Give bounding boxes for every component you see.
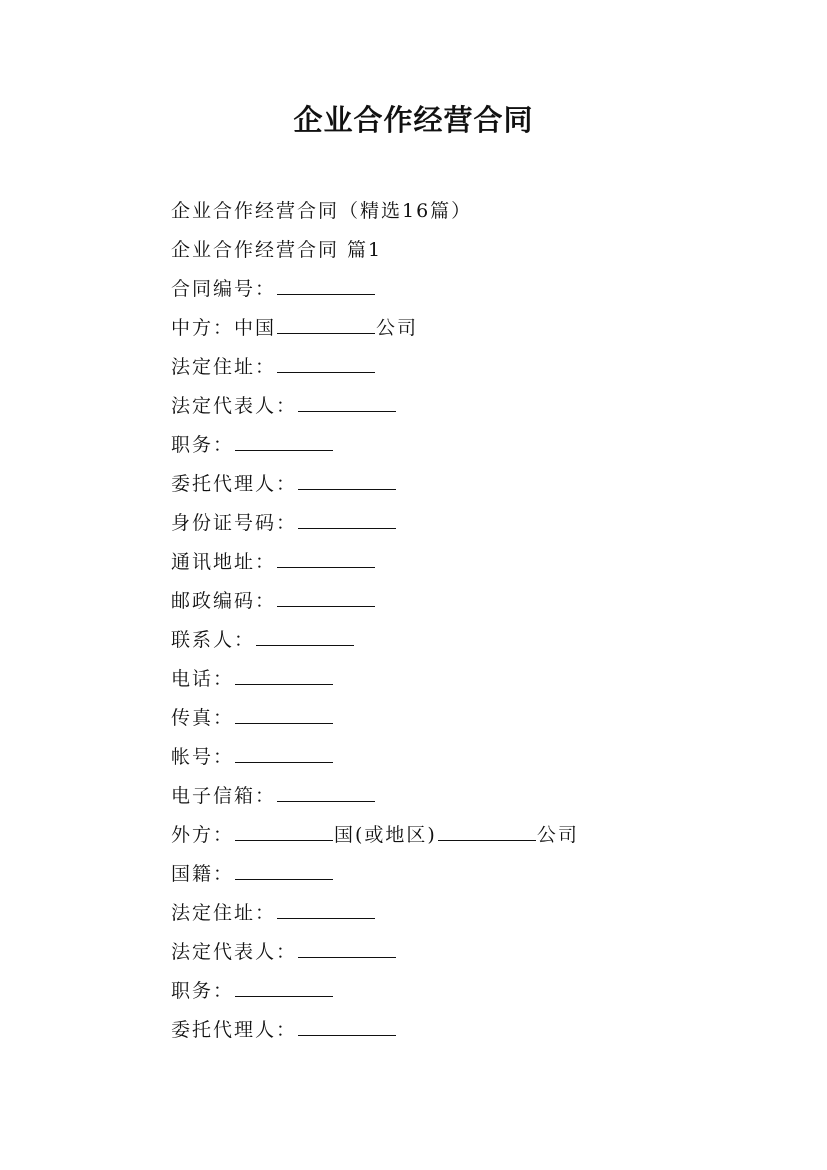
fr-legal-rep-line: [171, 933, 771, 972]
fr-agent-blank: [298, 1013, 396, 1036]
section-heading: 企业合作经营合同 篇1: [171, 239, 383, 261]
cn-legal-address-label: 法定住址：: [171, 356, 277, 378]
cn-id-number-line: [171, 504, 771, 543]
cn-email-blank: [277, 779, 375, 802]
foreign-country-blank: [235, 818, 333, 841]
chinese-party-blank: [277, 311, 375, 334]
cn-agent-blank: [298, 467, 396, 490]
foreign-company-blank: [438, 818, 536, 841]
cn-fax-label: 传真：: [171, 707, 235, 729]
cn-account-line: [171, 738, 771, 777]
fr-nationality-label: 国籍：: [171, 863, 235, 885]
fr-legal-rep-blank: [298, 935, 396, 958]
cn-legal-rep-blank: [298, 389, 396, 412]
fr-agent-line: [171, 1011, 771, 1050]
cn-agent-label: 委托代理人：: [171, 473, 298, 495]
cn-legal-rep-line: [171, 387, 771, 426]
foreign-party-label: 外方：: [171, 824, 235, 846]
fr-nationality-line: [171, 855, 771, 894]
cn-position-blank: [235, 428, 333, 451]
cn-fax-blank: [235, 701, 333, 724]
cn-postcode-blank: [277, 584, 375, 607]
foreign-party-suffix: 公司: [536, 824, 579, 846]
cn-postcode-label: 邮政编码：: [171, 590, 277, 612]
cn-id-number-blank: [298, 506, 396, 529]
cn-postcode-line: [171, 582, 771, 621]
cn-email-line: [171, 777, 771, 816]
foreign-party-mid: 国(或地区): [334, 824, 437, 846]
document-subtitle: 企业合作经营合同（精选16篇）: [171, 200, 473, 222]
cn-fax-line: [171, 699, 771, 738]
cn-agent-line: [171, 465, 771, 504]
cn-email-label: 电子信箱：: [171, 785, 277, 807]
chinese-party-line: [171, 309, 771, 348]
fr-legal-address-line: [171, 894, 771, 933]
page-title: 企业合作经营合同: [293, 103, 534, 137]
fr-agent-label: 委托代理人：: [171, 1019, 298, 1041]
fr-position-line: [171, 972, 771, 1011]
cn-contact-line: [171, 621, 771, 660]
cn-legal-address-line: [171, 348, 771, 387]
cn-mail-address-label: 通讯地址：: [171, 551, 277, 573]
chinese-party-label: 中方：中国: [171, 317, 277, 339]
cn-legal-address-blank: [277, 350, 375, 373]
cn-account-blank: [235, 740, 333, 763]
fr-legal-rep-label: 法定代表人：: [171, 941, 298, 963]
document-body: [171, 192, 771, 1050]
cn-legal-rep-label: 法定代表人：: [171, 395, 298, 417]
contract-number-blank: [277, 272, 375, 295]
fr-nationality-blank: [235, 857, 333, 880]
cn-account-label: 帐号：: [171, 746, 235, 768]
foreign-party-line: [171, 816, 771, 855]
cn-mail-address-line: [171, 543, 771, 582]
fr-legal-address-label: 法定住址：: [171, 902, 277, 924]
cn-id-number-label: 身份证号码：: [171, 512, 298, 534]
cn-phone-label: 电话：: [171, 668, 235, 690]
cn-mail-address-blank: [277, 545, 375, 568]
cn-contact-label: 联系人：: [171, 629, 256, 651]
fr-position-blank: [235, 974, 333, 997]
cn-phone-blank: [235, 662, 333, 685]
chinese-party-suffix: 公司: [376, 317, 419, 339]
contract-number-line: [171, 270, 771, 309]
cn-position-label: 职务：: [171, 434, 235, 456]
contract-number-label: 合同编号：: [171, 278, 277, 300]
cn-phone-line: [171, 660, 771, 699]
fr-legal-address-blank: [277, 896, 375, 919]
cn-contact-blank: [256, 623, 354, 646]
cn-position-line: [171, 426, 771, 465]
fr-position-label: 职务：: [171, 980, 235, 1002]
